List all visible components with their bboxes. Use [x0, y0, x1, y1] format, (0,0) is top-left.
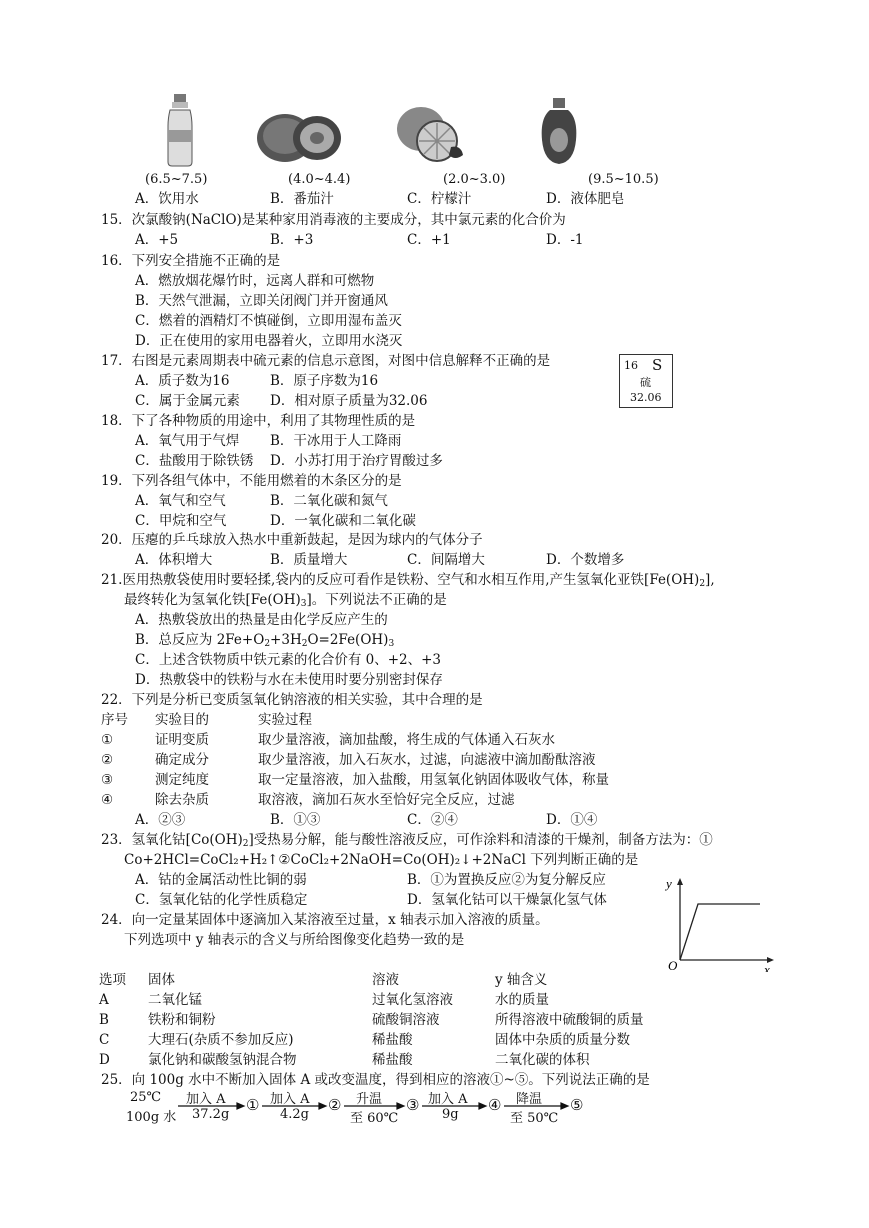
q24-row-d-solution: 稀盐酸 [372, 1052, 413, 1068]
y-axis-arrow [677, 878, 683, 885]
q14-option-a: A．饮用水 [135, 191, 199, 207]
soap-bottle-icon [538, 96, 580, 166]
q22-header-no: 序号 [101, 712, 128, 728]
q23-option-d: D．氢氧化钴可以干燥氯化氢气体 [407, 892, 607, 908]
q24-row-b-solid: 铁粉和铜粉 [148, 1012, 216, 1028]
q20-option-a: A．体积增大 [135, 552, 213, 568]
q24-graph [660, 872, 780, 972]
q25-solution-2: ② [328, 1096, 342, 1114]
q24-stem-line1: 24．向一定量某固体中逐滴加入某溶液至过量，x 轴表示加入溶液的质量。 [101, 912, 549, 928]
q20-option-c: C．间隔增大 [407, 552, 485, 568]
element-symbol: S [652, 356, 663, 374]
q25-step4-top: 加入 A [428, 1092, 468, 1107]
q21-option-b: B．总反应为 $2Fe+O_2+3H_2O=2Fe(OH)_3$ [135, 632, 395, 649]
q18-option-b: B．干冰用于人工降雨 [270, 433, 402, 449]
q22-row4-no: ④ [101, 792, 114, 808]
q22-row2-no: ② [101, 752, 114, 768]
q22-header-purpose: 实验目的 [155, 712, 209, 728]
q21-option-d: D．热敷袋中的铁粉与水在未使用时要分别密封保存 [135, 672, 443, 688]
q15-option-c: C．+1 [407, 232, 451, 248]
q22-row4-process: 取溶液，滴加石灰水至恰好完全反应，过滤 [258, 792, 515, 808]
q22-row3-process: 取一定量溶液，加入盐酸，用氢氧化钠固体吸收气体，称量 [258, 772, 609, 788]
q24-row-b-y: 所得溶液中硫酸铜的质量 [495, 1012, 644, 1028]
q25-step5-top: 降温 [516, 1092, 543, 1107]
origin-label: O [668, 958, 678, 972]
q24-row-c-solid: 大理石(杂质不参加反应) [148, 1032, 294, 1048]
q16-stem: 16．下列安全措施不正确的是 [101, 253, 281, 269]
q14-ph-a: (6.5~7.5) [145, 172, 208, 187]
q24-row-d-solid: 氯化钠和碳酸氢钠混合物 [148, 1052, 297, 1068]
q22-row1-no: ① [101, 732, 114, 748]
q17-option-d: D．相对原子质量为32.06 [270, 393, 428, 409]
tomato-icon [255, 106, 343, 164]
q25-solution-5: ⑤ [570, 1096, 584, 1114]
q25-stem: 25．向 100g 水中不断加入固体 A 或改变温度，得到相应的溶液①~⑤。下列说法正确的是 [101, 1072, 650, 1088]
y-axis-label: y [666, 876, 672, 891]
q21-option-c: C．上述含铁物质中铁元素的化合价有 0、+2、+3 [135, 652, 442, 668]
q25-step2-top: 加入 A [270, 1092, 310, 1107]
q17-option-c: C．属于金属元素 [135, 393, 240, 409]
q14-option-c: C．柠檬汁 [407, 191, 472, 207]
q23-stem-line1: 23．氢氧化钴$[Co(OH)_2]$受热易分解，能与酸性溶液反应，可作涂料和清漆的干燥剂，制备方法为：① [101, 832, 713, 849]
q20-option-b: B．质量增大 [270, 552, 348, 568]
q19-option-a: A．氧气和空气 [135, 493, 226, 509]
q24-row-b-solution: 硫酸铜溶液 [372, 1012, 440, 1028]
q22-option-c: C．②④ [407, 812, 458, 828]
q25-step1-top: 加入 A [186, 1092, 226, 1107]
q24-graph-svg [660, 872, 780, 972]
q18-option-d: D．小苏打用于治疗胃酸过多 [270, 453, 443, 469]
q14-ph-b: (4.0~4.4) [288, 172, 351, 187]
q23-option-c: C．氢氧化钴的化学性质稳定 [135, 892, 308, 908]
q15-option-a: A．+5 [135, 232, 179, 248]
q22-header-process: 实验过程 [258, 712, 312, 728]
q15-stem: 15．次氯酸钠(NaClO)是某种家用消毒液的主要成分，其中氯元素的化合价为 [101, 212, 566, 228]
water-bottle-icon [160, 92, 200, 168]
q18-stem: 18．下了各种物质的用途中，利用了其物理性质的是 [101, 413, 416, 429]
q21-option-a: A．热敷袋放出的热量是由化学反应产生的 [135, 612, 388, 628]
q24-row-a-solution: 过氧化氢溶液 [372, 992, 453, 1008]
q22-option-d: D．①④ [546, 812, 598, 828]
q15-option-d: D．-1 [546, 232, 584, 248]
q22-row1-process: 取少量溶液，滴加盐酸，将生成的气体通入石灰水 [258, 732, 555, 748]
q25-step3-top: 升温 [356, 1092, 383, 1107]
element-name: 硫 [640, 376, 651, 389]
q24-row-c-solution: 稀盐酸 [372, 1032, 413, 1048]
q24-header-y: y 轴含义 [495, 972, 548, 988]
q20-stem: 20．压瘪的乒乓球放入热水中重新鼓起，是因为球内的气体分子 [101, 532, 483, 548]
q16-option-d: D．正在使用的家用电器着火，立即用水浇灭 [135, 333, 403, 349]
q19-option-c: C．甲烷和空气 [135, 513, 227, 529]
q25-solution-1: ① [246, 1096, 260, 1114]
q24-header-option: 选项 [99, 972, 126, 988]
q17-option-b: B．原子序数为16 [270, 373, 379, 389]
element-number: 16 [624, 359, 638, 372]
q19-option-b: B．二氧化碳和氮气 [270, 493, 388, 509]
q24-row-a-solid: 二氧化锰 [148, 992, 202, 1008]
q18-option-c: C．盐酸用于除铁锈 [135, 453, 254, 469]
q25-step5-bottom: 至 50℃ [510, 1111, 559, 1126]
element-mass: 32.06 [630, 391, 662, 404]
q25-step3-bottom: 至 60℃ [350, 1111, 399, 1126]
q24-row-a-y: 水的质量 [495, 992, 549, 1008]
q21-stem-line1: 21.医用热敷袋使用时要轻揉,袋内的反应可看作是铁粉、空气和水相互作用,产生氢氧化亚铁$[Fe(OH)_2]$, [101, 572, 715, 589]
q22-row3-purpose: 测定纯度 [155, 772, 209, 788]
q16-option-a: A．燃放烟花爆竹时，远离人群和可燃物 [135, 273, 375, 289]
q20-option-d: D．个数增多 [546, 552, 625, 568]
q25-arrows [124, 1090, 604, 1126]
q24-row-d-y: 二氧化碳的体积 [495, 1052, 590, 1068]
x-axis-label: x [764, 962, 770, 972]
q22-row1-purpose: 证明变质 [155, 732, 209, 748]
q24-row-c-y: 固体中杂质的质量分数 [495, 1032, 630, 1048]
q16-option-b: B．天然气泄漏，立即关闭阀门并开窗通风 [135, 293, 388, 309]
q24-stem-line2: 下列选项中 y 轴表示的含义与所给图像变化趋势一致的是 [124, 932, 465, 948]
q22-row2-process: 取少量溶液，加入石灰水，过滤，向滤液中滴加酚酞溶液 [258, 752, 596, 768]
q22-option-a: A．②③ [135, 812, 186, 828]
graph-curve [680, 904, 760, 960]
q25-solution-3: ③ [406, 1096, 420, 1114]
q21-stem-line2: 最终转化为氢氧化铁$[Fe(OH)_3]$。下列说法不正确的是 [124, 592, 447, 609]
q24-row-a-option: A [99, 992, 109, 1008]
q22-row3-no: ③ [101, 772, 114, 788]
q19-option-d: D．一氧化碳和二氧化碳 [270, 513, 416, 529]
q16-option-c: C．燃着的酒精灯不慎碰倒，立即用湿布盖灭 [135, 313, 402, 329]
q17-stem: 17．右图是元素周期表中硫元素的信息示意图，对图中信息解释不正确的是 [101, 353, 551, 369]
q25-process-diagram [124, 1090, 604, 1126]
q25-step4-bottom: 9g [442, 1107, 459, 1122]
q24-header-solution: 溶液 [372, 972, 399, 988]
q23-option-a: A．钴的金属活动性比铜的弱 [135, 872, 307, 888]
q15-option-b: B．+3 [270, 232, 314, 248]
lemon-icon [395, 103, 465, 165]
q24-row-c-option: C [99, 1032, 110, 1048]
q25-start-temp: 25℃ [130, 1090, 162, 1105]
q22-option-b: B．①③ [270, 812, 321, 828]
q18-option-a: A．氧气用于气焊 [135, 433, 240, 449]
q22-row4-purpose: 除去杂质 [155, 792, 209, 808]
q24-header-solid: 固体 [148, 972, 175, 988]
q25-step2-bottom: 4.2g [280, 1107, 309, 1122]
q17-option-a: A．质子数为16 [135, 373, 230, 389]
q14-option-d: D．液体肥皂 [546, 191, 625, 207]
q23-option-b: B．①为置换反应②为复分解反应 [407, 872, 606, 888]
q25-step1-bottom: 37.2g [192, 1107, 230, 1122]
q25-solution-4: ④ [488, 1096, 502, 1114]
q24-row-d-option: D [99, 1052, 110, 1068]
q14-option-b: B．番茄汁 [270, 191, 334, 207]
q14-ph-d: (9.5~10.5) [588, 172, 659, 187]
sulfur-element-card [619, 354, 673, 408]
q24-row-b-option: B [99, 1012, 109, 1028]
q23-stem-line2: Co+2HCl=CoCl₂+H₂↑②CoCl₂+2NaOH=Co(OH)₂↓+2NaCl 下列判断正确的是 [124, 852, 639, 868]
q14-ph-c: (2.0~3.0) [443, 172, 506, 187]
q22-row2-purpose: 确定成分 [155, 752, 209, 768]
q22-stem: 22．下列是分析已变质氢氧化钠溶液的相关实验，其中合理的是 [101, 692, 483, 708]
q19-stem: 19．下列各组气体中，不能用燃着的木条区分的是 [101, 473, 402, 489]
q25-start-water: 100g 水 [126, 1110, 177, 1125]
